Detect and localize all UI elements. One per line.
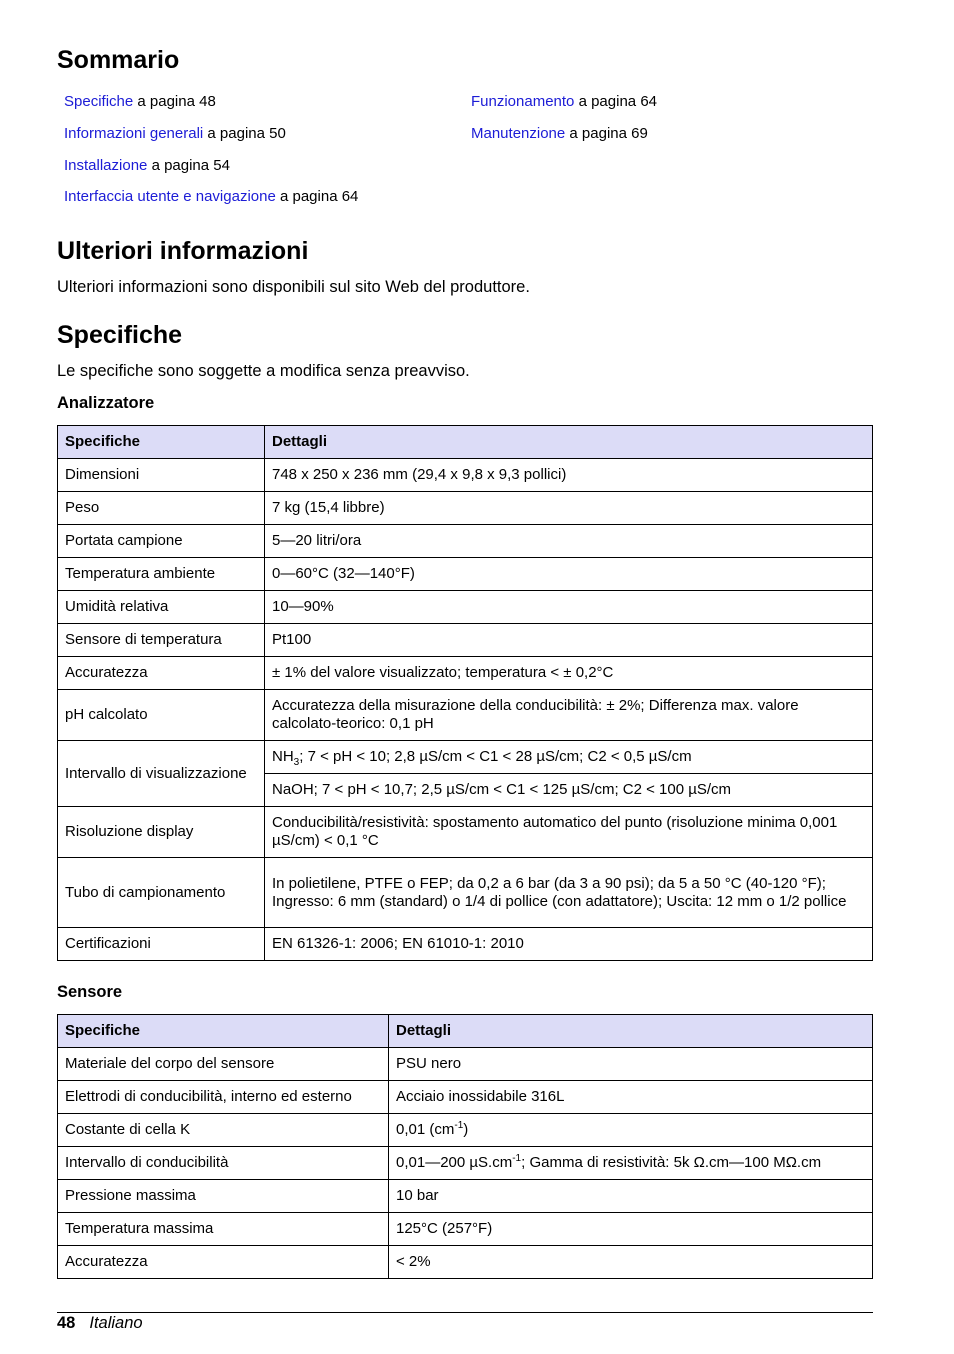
more-info-title: Ulteriori informazioni <box>57 237 309 265</box>
toc-suffix: a pagina <box>279 188 338 205</box>
table-row <box>58 492 873 525</box>
toc-entry-funzionamento <box>471 93 657 111</box>
analyzer-title: Analizzatore <box>57 394 155 412</box>
footer-divider <box>57 1312 873 1313</box>
spec-value: 7 kg (15,4 libbre) <box>265 492 873 525</box>
table-header-row <box>58 426 873 459</box>
toc-link[interactable]: Funzionamento <box>471 93 575 110</box>
page-footer <box>57 1313 143 1333</box>
spec-value: In polietilene, PTFE o FEP; da 0,2 a 6 bar (da 3 a 90 psi); da 5 a 50 °C (40-120 °F); Ingresso: 6 mm (standard) o 1/4 di pollice (con adattatore); Uscita: 12 mm o 1/2 pollice <box>265 858 873 928</box>
spec-value: 10—90% <box>265 591 873 624</box>
toc-suffix: a pagina <box>207 125 265 142</box>
toc-page: 69 <box>631 125 648 142</box>
spec-name: Temperatura ambiente <box>58 558 265 591</box>
table-row <box>58 1114 873 1147</box>
table-header: Specifiche <box>58 426 265 459</box>
spec-value: EN 61326-1: 2006; EN 61010-1: 2010 <box>265 928 873 961</box>
spec-name: Accuratezza <box>58 657 265 690</box>
page-number: 48 <box>57 1314 76 1332</box>
spec-value-nh3: $NH_3$; 7 < pH < 10; 2,8 µS/cm < C1 < 28 µS/cm; C2 < 0,5 µS/cm <box>265 741 873 774</box>
footer-language: Italiano <box>89 1314 143 1332</box>
toc-page: 48 <box>199 93 216 110</box>
specs-intro: Le specifiche sono soggette a modifica senza preavviso. <box>57 362 470 380</box>
spec-name: Tubo di campionamento <box>58 858 265 928</box>
toc-page: 64 <box>640 93 657 110</box>
toc-link[interactable]: Manutenzione <box>471 125 566 142</box>
toc-suffix: a pagina <box>137 93 195 110</box>
table-row <box>58 1213 873 1246</box>
spec-name: Sensore di temperatura <box>58 624 265 657</box>
spec-value: Conducibilità/resistività: spostamento automatico del punto (risoluzione minima 0,001 µS/cm) < 0,1 °C <box>265 807 873 858</box>
spec-value: 0—60°C (32—140°F) <box>265 558 873 591</box>
spec-name: Peso <box>58 492 265 525</box>
table-row <box>58 741 873 774</box>
table-row <box>58 1246 873 1279</box>
analyzer-table <box>57 425 873 961</box>
table-row <box>58 690 873 741</box>
toc-link[interactable]: Interfaccia utente e navigazione <box>64 188 276 205</box>
table-row <box>58 1180 873 1213</box>
spec-name: Dimensioni <box>58 459 265 492</box>
spec-name: Pressione massima <box>58 1180 389 1213</box>
toc-suffix: a pagina <box>578 93 637 110</box>
table-row <box>58 525 873 558</box>
toc-title: Sommario <box>57 46 180 74</box>
spec-value: 5—20 litri/ora <box>265 525 873 558</box>
toc-entry-installazione <box>64 157 230 175</box>
more-info-text: Ulteriori informazioni sono disponibili sul sito Web del produttore. <box>57 278 530 296</box>
toc-entry-specifiche <box>64 93 216 111</box>
table-row <box>58 807 873 858</box>
spec-name: Intervallo di conducibilità <box>58 1147 389 1180</box>
table-row <box>58 624 873 657</box>
spec-name: Intervallo di visualizzazione <box>58 741 265 807</box>
spec-name: Temperatura massima <box>58 1213 389 1246</box>
toc-page: 50 <box>269 125 286 142</box>
spec-value: Acciaio inossidabile 316L <box>389 1081 873 1114</box>
table-row <box>58 459 873 492</box>
table-header-row <box>58 1015 873 1048</box>
toc-link[interactable]: Installazione <box>64 157 148 174</box>
spec-name: Costante di cella K <box>58 1114 389 1147</box>
sensor-title: Sensore <box>57 983 123 1001</box>
table-header: Dettagli <box>389 1015 873 1048</box>
spec-value: 10 bar <box>389 1180 873 1213</box>
spec-name: Risoluzione display <box>58 807 265 858</box>
table-row <box>58 1147 873 1180</box>
table-header: Specifiche <box>58 1015 389 1048</box>
table-row <box>58 657 873 690</box>
spec-value: ± 1% del valore visualizzato; temperatura < ± 0,2°C <box>265 657 873 690</box>
toc-entry-informazioni-generali <box>64 125 286 143</box>
spec-name: Portata campione <box>58 525 265 558</box>
table-row <box>58 928 873 961</box>
toc-entry-manutenzione <box>471 125 648 143</box>
spec-name: Accuratezza <box>58 1246 389 1279</box>
toc-entry-interfaccia <box>64 188 358 206</box>
specs-title: Specifiche <box>57 321 183 349</box>
table-row <box>58 1048 873 1081</box>
toc-link[interactable]: Informazioni generali <box>64 125 204 142</box>
toc-page: 64 <box>341 188 359 205</box>
toc-suffix: a pagina <box>151 157 210 174</box>
spec-value-naoh: NaOH; 7 < pH < 10,7; 2,5 µS/cm < C1 < 125 µS/cm; C2 < 100 µS/cm <box>265 774 873 807</box>
table-row <box>58 591 873 624</box>
spec-name: Umidità relativa <box>58 591 265 624</box>
spec-value: 125°C (257°F) <box>389 1213 873 1246</box>
spec-name: pH calcolato <box>58 690 265 741</box>
spec-value: PSU nero <box>389 1048 873 1081</box>
toc-page: 54 <box>213 157 230 174</box>
spec-value: Accuratezza della misurazione della conducibilità: ± 2%; Differenza max. valore calcolato-teorico: 0,1 pH <box>265 690 873 741</box>
toc-suffix: a pagina <box>569 125 627 142</box>
spec-value: 0,01 $(cm^{-1})$ <box>389 1114 873 1147</box>
spec-value: 748 x 250 x 236 mm (29,4 x 9,8 x 9,3 pollici) <box>265 459 873 492</box>
toc-link[interactable]: Specifiche <box>64 93 134 110</box>
sensor-table <box>57 1014 873 1279</box>
table-row <box>58 858 873 928</box>
spec-name: Materiale del corpo del sensore <box>58 1048 389 1081</box>
spec-value: Pt100 <box>265 624 873 657</box>
table-header: Dettagli <box>265 426 873 459</box>
spec-value: < 2% <box>389 1246 873 1279</box>
spec-value: 0,01—200 $\mu S.cm^{-1}$; Gamma di resistività: 5k Ω.cm—100 MΩ.cm <box>389 1147 873 1180</box>
table-row <box>58 1081 873 1114</box>
spec-name: Elettrodi di conducibilità, interno ed esterno <box>58 1081 389 1114</box>
spec-name: Certificazioni <box>58 928 265 961</box>
table-row <box>58 558 873 591</box>
